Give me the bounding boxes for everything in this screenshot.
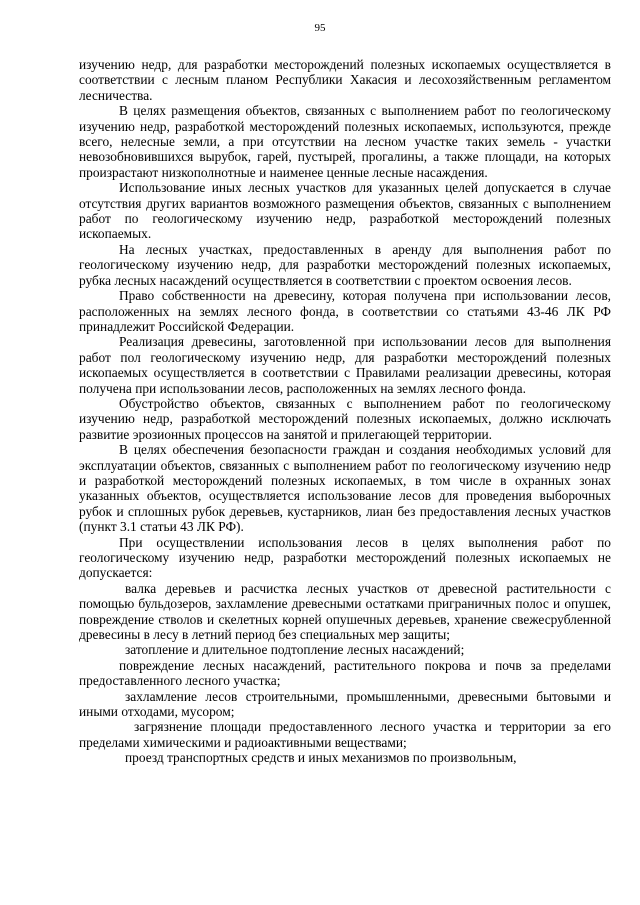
paragraph: При осуществлении использования лесов в целях выполнения работ по геологическому изучению недр, разработки месторождений полезных ископаемых не допускается: — [79, 534, 611, 581]
page-number: 95 — [314, 22, 326, 34]
list-item: повреждение лесных насаждений, растительного покрова и почв за пределами предоставленного лесного участка; — [79, 657, 611, 689]
list-item: проезд транспортных средств и иных механизмов по произвольным, — [125, 750, 517, 766]
list-item: валка деревьев и расчистка лесных участков от древесной растительности с помощью бульдозеров, захламление древесными остатками приграничных полос и опушек, повреждение стволов и скелетных корней опушечных деревьев, хранение свежесрубленной древесины в лесу в летний период без специальных мер защиты; — [79, 580, 611, 643]
list-item: захламление лесов строительными, промышленными, древесными бытовыми и иными отходами, мусором; — [79, 688, 611, 720]
document-body — [79, 57, 611, 766]
paragraph: Право собственности на древесину, которая получена при использовании лесов, расположенных на землях лесного фонда, в соответствии со статьями 43-46 ЛК РФ принадлежит Российской Федерации. — [79, 288, 611, 334]
paragraph: Реализация древесины, заготовленной при использовании лесов для выполнения работ пол геологическому изучению недр, для разработки месторождений полезных ископаемых осуществляется в соответствии с Правилами реализации древесины, которая получена при использовании лесов, расположенных на землях лесного фонда. — [79, 334, 611, 396]
paragraph: Использование иных лесных участков для указанных целей допускается в случае отсутствия других вариантов возможного размещения объектов, связанных с выполнением работ по геологическому изучению недр, разработкой месторождений полезных ископаемых. — [79, 180, 611, 242]
paragraph: Обустройство объектов, связанных с выполнением работ по геологическому изучению недр, разработкой месторождений полезных ископаемых, должно исключать развитие эрозионных процессов на занятой и прилегающей территории. — [79, 395, 611, 442]
paragraph: В целях обеспечения безопасности граждан и создания необходимых условий для эксплуатации объектов, связанных с выполнением работ по геологическому изучению недр и разработкой месторождений полезных ископаемых, в том числе в охранных зонах указанных объектов, осуществляется использование лесов для проведения выборочных рубок и сплошных рубок деревьев, кустарников, лиан без предоставления лесных участков (пункт 3.1 статьи 43 ЛК РФ). — [79, 442, 611, 535]
paragraph: изучению недр, для разработки месторождений полезных ископаемых осуществляется в соответствии с лесным планом Республики Хакасия и лесохозяйственным регламентом лесничества. — [79, 57, 611, 103]
list-item: загрязнение площади предоставленного лесного участка и территории за его пределами химическими и радиоактивными веществами; — [79, 719, 611, 750]
paragraph: В целях размещения объектов, связанных с выполнением работ по геологическому изучению недр, разработкой месторождений полезных ископаемых, используются, прежде всего, нелесные земли, а при отсутствии на лесном участке таких земель - участки невозобновившихся вырубок, гарей, пустырей, прогалины, а также площади, на которых произрастают низкополнотные и наименее ценные лесные насаждения. — [79, 103, 611, 180]
paragraph: На лесных участках, предоставленных в аренду для выполнения работ по геологическому изучению недр, для разработки месторождений полезных ископаемых, рубка лесных насаждений осуществляется в соответствии с проектом освоения лесов. — [79, 241, 611, 288]
list-item: затопление и длительное подтопление лесных насаждений; — [125, 642, 465, 658]
